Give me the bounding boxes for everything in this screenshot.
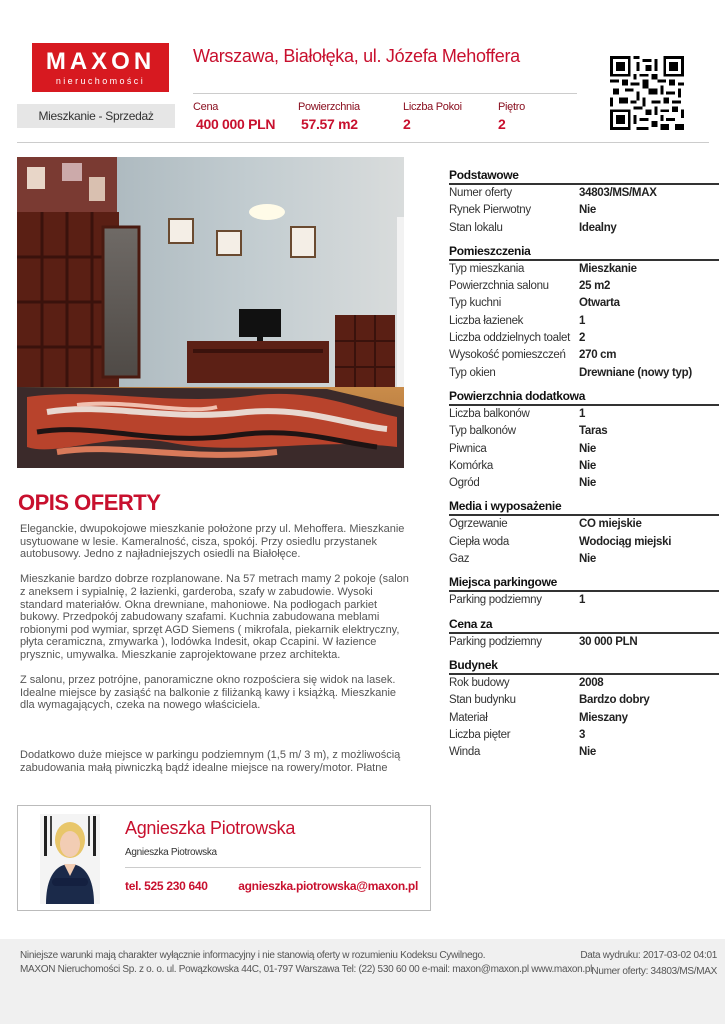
section-title: Powierzchnia dodatkowa: [449, 389, 719, 406]
detail-key: Rynek Pierwotny: [449, 204, 531, 217]
detail-value: Nie: [579, 442, 596, 455]
agent-divider: [125, 867, 421, 868]
detail-key: Gaz: [449, 553, 470, 566]
detail-row: [449, 634, 719, 651]
detail-row: [449, 675, 719, 692]
section-parking: [449, 575, 719, 609]
section-rooms: [449, 244, 719, 382]
agent-name-small: Agnieszka Piotrowska: [125, 847, 217, 858]
detail-value: Nie: [579, 204, 596, 217]
detail-key: Parking podziemny: [449, 635, 542, 648]
detail-row: [449, 441, 719, 458]
detail-value: Otwarta: [579, 297, 620, 310]
stat-value: 2: [403, 116, 411, 132]
section-title: Pomieszczenia: [449, 244, 719, 261]
detail-value: CO miejskie: [579, 518, 642, 531]
detail-value: 2008: [579, 676, 604, 689]
detail-key: Materiał: [449, 711, 488, 724]
detail-value: 34803/MS/MAX: [579, 187, 657, 199]
detail-key: Stan budynku: [449, 694, 516, 707]
section-price-for: [449, 617, 719, 651]
detail-value: 25 m2: [579, 280, 611, 293]
stat-label: Piętro: [498, 101, 525, 113]
description-text: [20, 523, 410, 787]
detail-key: Ogrzewanie: [449, 518, 508, 531]
detail-row: [449, 261, 719, 278]
detail-row: [449, 202, 719, 219]
detail-key: Wysokość pomieszczeń: [449, 349, 566, 362]
header-divider: [193, 93, 577, 94]
stat-value: 400 000 PLN: [196, 116, 276, 132]
detail-value: 1: [579, 594, 586, 607]
stat-value: 2: [498, 116, 506, 132]
detail-value: Drewniane (nowy typ): [579, 366, 692, 379]
stat-rooms: [403, 101, 462, 132]
detail-key: Liczba łazienek: [449, 314, 524, 327]
detail-key: Liczba oddzielnych toalet: [449, 332, 570, 345]
detail-row: [449, 185, 719, 202]
detail-key: Rok budowy: [449, 676, 510, 689]
detail-value: Taras: [579, 425, 608, 438]
detail-row: [449, 347, 719, 364]
detail-value: 30 000 PLN: [579, 635, 638, 648]
detail-key: Komórka: [449, 459, 493, 472]
detail-key: Stan lokalu: [449, 221, 503, 234]
detail-key: Ogród: [449, 477, 480, 490]
detail-row: [449, 278, 719, 295]
detail-value: 3: [579, 728, 586, 741]
header-bottom-divider: [17, 142, 709, 143]
stat-label: Cena: [193, 101, 219, 113]
detail-row: [449, 330, 719, 347]
agent-name: Agnieszka Piotrowska: [125, 818, 296, 838]
detail-key: Parking podziemny: [449, 594, 542, 607]
detail-value: Mieszany: [579, 711, 628, 724]
maxon-logo: [32, 43, 169, 92]
detail-key: Typ okien: [449, 366, 496, 379]
description-paragraph: Dodatkowo duże miejsce w parkingu podziemnym (1,5 m/ 3 m), z możliwością zabudowania małą piwniczką bądź idealne miejsce na rowery/motor. Płatne: [20, 748, 401, 774]
stat-floor: [498, 101, 525, 132]
description-paragraph: Z salonu, przez potrójne, panoramiczne okno rozpościera się widok na lasek. Idealne miejsce by zasiąść na balkonie z filiżanką kawy i książką. Mieszkanie dla wymagających, czeka na nowego właściciela.: [20, 674, 397, 712]
description-paragraph: Mieszkanie bardzo dobrze rozplanowane. Na 57 metrach mamy 2 pokoje (salon z aneksem i sypialnię, 2 łazienki, garderoba, szafy w zabudowie. Wysoki standard materiałów. Okna drewniane, mahoniowe. Na podłogach parkiet bukowy. Przedpokój zabudowany szafami. Kuchnia zabudowana meblami robionymi pod wymiar, sprzęt AGD Siemens ( mikrofala, piekarnik elektryczny, płyta ceramiczna, zmywarka ), lodówka Indesit, okap Ccapini. W łazience prysznic, umywalka. Mieszkanie zaprojektowane przez architekta.: [20, 573, 409, 661]
logo-subtext: nieruchomości: [55, 76, 146, 86]
section-title: Miejsca parkingowe: [449, 575, 719, 592]
footer-offer-number: Numer oferty: 34803/MS/MAX: [591, 966, 717, 977]
section-title: Cena za: [449, 617, 719, 634]
description-title: OPIS OFERTY: [18, 490, 161, 515]
section-additional-area: [449, 389, 719, 492]
agent-phone[interactable]: tel. 525 230 640: [125, 879, 208, 893]
detail-value: Wodociąg miejski: [579, 535, 672, 548]
agent-photo: [40, 814, 100, 904]
stat-area: [298, 101, 360, 132]
detail-key: Numer oferty: [449, 187, 512, 199]
detail-row: [449, 406, 719, 423]
qr-code-icon: [610, 56, 684, 130]
footer-company: MAXON Nieruchomości Sp. z o. o. ul. Powązkowska 44C, 01-797 Warszawa Tel: (22) 530 60 00 e-mail: maxon@maxon.pl www.maxon.pl: [20, 964, 593, 975]
detail-value: Nie: [579, 477, 596, 490]
detail-value: 270 cm: [579, 349, 617, 362]
detail-value: Nie: [579, 553, 596, 566]
detail-row: [449, 727, 719, 744]
detail-row: [449, 592, 719, 609]
footer-print-date: Data wydruku: 2017-03-02 04:01: [580, 950, 717, 961]
detail-value: 2: [579, 332, 586, 345]
detail-key: Liczba balkonów: [449, 407, 530, 420]
detail-value: Idealny: [579, 221, 617, 234]
detail-key: Typ kuchni: [449, 297, 501, 310]
description-paragraph: Eleganckie, dwupokojowe mieszkanie położone przy ul. Mehoffera. Mieszkanie usytuowane w lesie. Kameralność, cisza, spokój. Przy osiedlu przystanek autobusowy. Jedno z najładniejszych osiedli na Białołęce.: [20, 523, 405, 561]
details-sidebar: [449, 168, 719, 761]
detail-row: [449, 458, 719, 475]
detail-value: Bardzo dobry: [579, 694, 650, 707]
detail-value: 1: [579, 407, 586, 420]
detail-row: [449, 516, 719, 533]
detail-row: [449, 710, 719, 727]
stat-value: 57.57 m2: [301, 116, 358, 132]
section-title: Budynek: [449, 658, 719, 675]
detail-key: Ciepła woda: [449, 535, 509, 548]
detail-key: Piwnica: [449, 442, 487, 455]
listing-category: Mieszkanie - Sprzedaż: [17, 104, 175, 128]
section-title: Podstawowe: [449, 168, 719, 185]
detail-value: Mieszkanie: [579, 262, 637, 275]
stat-label: Powierzchnia: [298, 101, 360, 113]
detail-row: [449, 313, 719, 330]
detail-key: Powierzchnia salonu: [449, 280, 549, 293]
logo-text: MAXON: [45, 48, 156, 75]
detail-value: Nie: [579, 746, 596, 759]
agent-email-link[interactable]: agnieszka.piotrowska@maxon.pl: [238, 879, 418, 893]
detail-value: 1: [579, 314, 586, 327]
section-basic: [449, 168, 719, 237]
footer: [0, 939, 725, 1024]
detail-row: [449, 365, 719, 382]
property-photo: [17, 157, 404, 468]
listing-address: Warszawa, Białołęka, ul. Józefa Mehoffera: [193, 46, 520, 66]
detail-row: [449, 744, 719, 761]
agent-card: [17, 805, 431, 911]
detail-key: Typ balkonów: [449, 425, 516, 438]
detail-row: [449, 423, 719, 440]
detail-row: [449, 220, 719, 237]
detail-row: [449, 692, 719, 709]
detail-key: Winda: [449, 746, 481, 759]
detail-key: Liczba pięter: [449, 728, 511, 741]
detail-value: Nie: [579, 459, 596, 472]
detail-row: [449, 551, 719, 568]
stat-price: [193, 101, 275, 132]
footer-disclaimer: Niniejsze warunki mają charakter wyłącznie informacyjny i nie stanowią oferty w rozumieniu Kodeksu Cywilnego.: [20, 950, 486, 961]
detail-row: [449, 534, 719, 551]
section-utilities: [449, 499, 719, 568]
detail-row: [449, 475, 719, 492]
section-building: [449, 658, 719, 761]
detail-row: [449, 295, 719, 312]
detail-key: Typ mieszkania: [449, 262, 525, 275]
stat-label: Liczba Pokoi: [403, 101, 462, 113]
section-title: Media i wyposażenie: [449, 499, 719, 516]
